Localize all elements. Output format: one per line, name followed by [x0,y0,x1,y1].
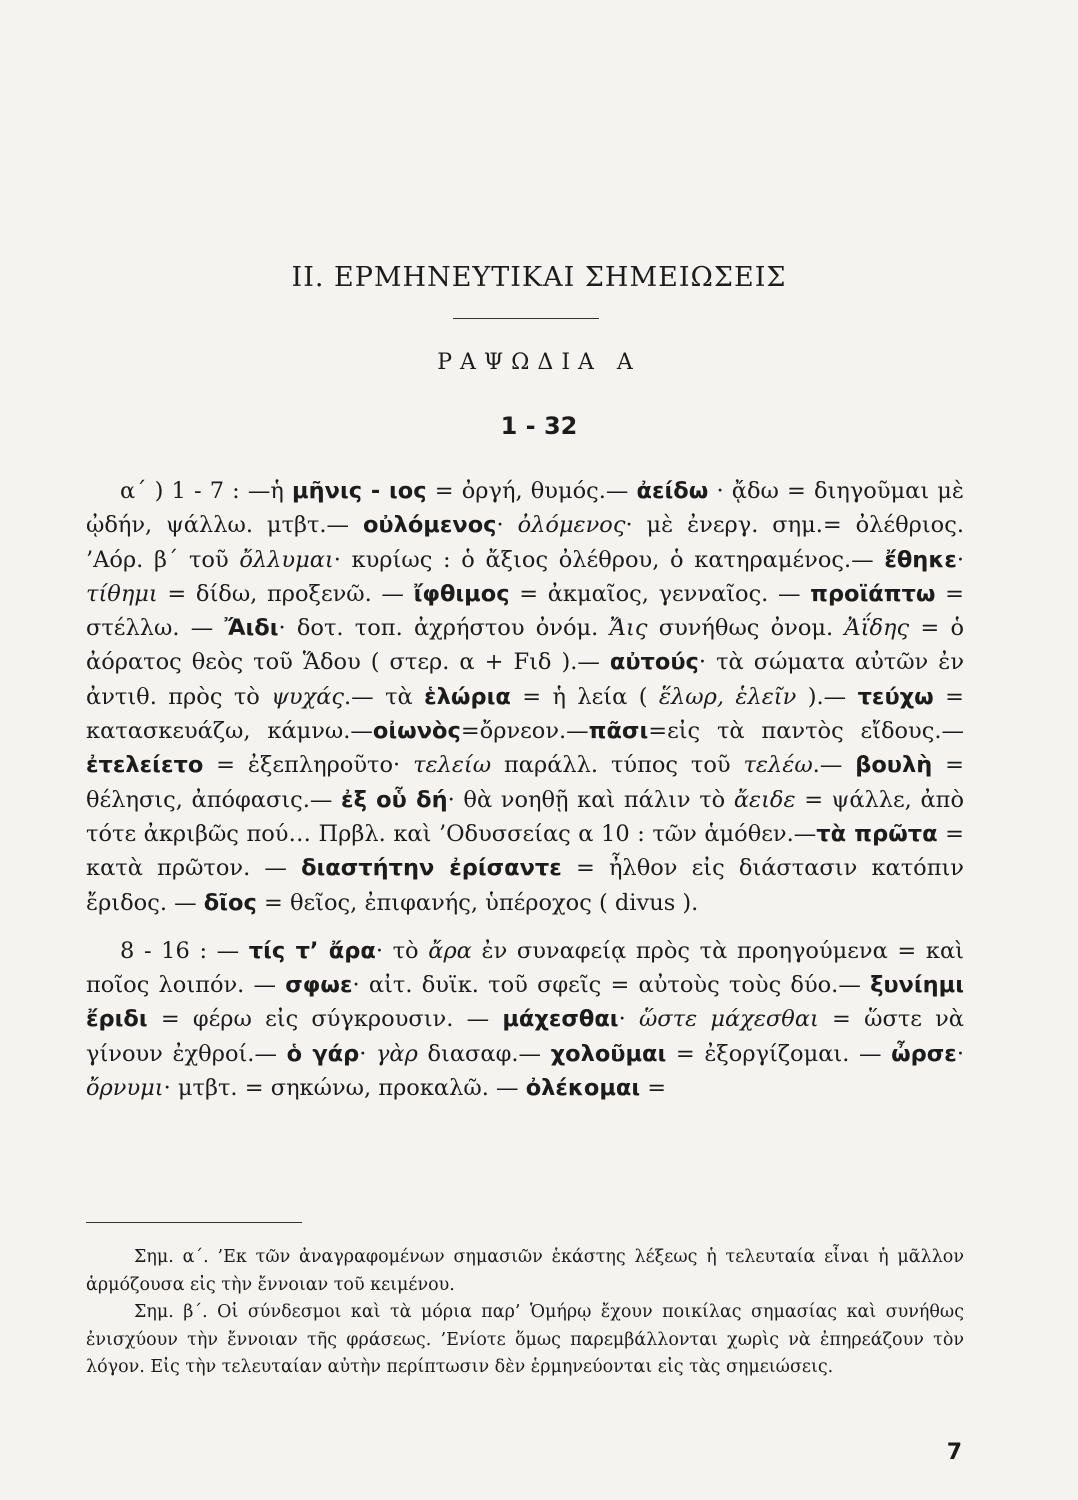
text-run: = [640,1075,667,1102]
text-run: = στέλλω. — [86,580,964,642]
lemma: ἑλώρια [424,683,511,710]
text-run: · τὰ σώματα αὐτῶν ἐν ἀντιθ. πρὸς τὸ [86,649,964,710]
text-run: παράλλ. τύπος τοῦ [491,752,744,779]
lemma: διαστήτην ἐρίσαντε [301,855,562,882]
lemma: Ἄιδι [224,615,279,642]
lemma: ξυνίημι ἔριδι [86,972,964,1033]
italic-form: Ἀΐδης [844,615,910,642]
lemma: δῖος [203,889,257,916]
lemma: μάχεσθαι [502,1006,619,1033]
page-number: 7 [946,1440,962,1465]
verse-range-heading: 1 - 32 [500,412,578,440]
text-run: =εἰς τὰ παντὸς εἴδους.— [648,718,964,745]
italic-form: ὥστε μάχεσθαι [638,1006,819,1033]
commentary-paragraph [86,474,964,920]
text-run: · [496,512,518,539]
text-run: διασαφ.— [417,1040,551,1067]
text-run: = ἡ λεία ( [510,683,659,710]
italic-form: τελείω [413,752,492,779]
italic-form: ἕλωρ, ἑλεῖν [658,683,797,710]
text-run: = ὀργή, θυμός.— [426,478,637,504]
lemma: ἔθηκε [884,546,957,573]
lemma: χολοῦμαι [550,1040,667,1067]
text-run: · μὲ ἐνεργ. σημ.= ὀλέθριος. ’Αόρ. β΄ τοῦ [86,512,964,573]
footnote-b: Σημ. β΄. Οἱ σύνδεσμοι καὶ τὰ μόρια παρ’ Ὁμήρῳ ἔχουν ποικίλας σημασίας καὶ συνήθως ἐνισχύουν τὴν ἔννοιαν τῆς φράσεως. ’Ενίοτε ὅμως παρεμβάλλονται χωρὶς νὰ ἐπηρεάζουν τὸν λόγον. Εἰς τὴν τελευταίαν αὐτὴν περίπτωσιν δὲν ἑρμηνεύονται εἰς τὰς σημειώσεις. [86,1302,964,1377]
lemma: μῆνις - ιος [292,478,427,504]
text-run: · [956,546,964,573]
text-run: συνήθως ὀνομ. [647,615,845,642]
italic-form: ὄρνυμι [86,1075,164,1102]
text-run: = ἐξοργίζομαι. — [666,1040,892,1067]
italic-form: Ἄις [609,615,648,642]
text-run: = δίδω, προξενῶ. — [157,580,414,607]
footnotes [86,1244,964,1382]
italic-form: γὰρ [375,1040,418,1067]
title-divider [453,318,599,319]
text-run: · αἰτ. δυϊκ. τοῦ σφεῖς = αὐτοὺς τοὺς δύο.— [352,972,871,999]
text-run: .— [812,752,856,779]
text-run: · [359,1040,376,1067]
text-run: = κατὰ πρῶτον. — [86,820,964,882]
lemma: προϊάπτω [810,580,936,607]
text-run: · ᾄδω = διηγοῦμαι μὲ ᾠδήν, ψάλλω. μτβτ.— [86,478,964,539]
text-run: = ἀκμαῖος, γενναῖος. — [509,580,811,607]
text-run: = ἐξεπληροῦτο· [203,752,414,779]
lemma: τίς τ’ ἄρα [248,937,376,964]
lemma: αὐτούς [609,649,699,676]
lemma: ὀλέκομαι [525,1075,641,1102]
lemma: ἐτελείετο [86,752,204,779]
commentary-body [86,474,964,1105]
italic-form: ἄειδε [733,786,796,813]
text-run: · θὰ νοηθῇ καὶ πάλιν τὸ [447,786,734,813]
italic-form: ψυχάς [271,683,345,710]
lemma: σφωε [285,972,353,999]
text-run: = ἦλθον εἰς διάστασιν κατόπιν ἔριδος. — [86,855,964,916]
text-run: ἐν συναφείᾳ πρὸς τὰ προηγούμενα = καὶ ποῖος λοιπόν. — [86,937,964,999]
lemma: ἴφθιμος [413,580,510,607]
text-run: · δοτ. τοπ. ἀχρήστου ὀνόμ. [278,615,610,642]
text-run: = ψάλλε, ἀπὸ τότε ἀκριβῶς πού… Πρβλ. καὶ ’Οδυσσείας α 10 : τῶν ἁμόθεν.— [86,786,964,847]
lemma: τεύχω [857,683,934,710]
italic-form: τίθημι [86,580,158,607]
text-run: = ὁ ἀόρατος θεὸς τοῦ Ἅδου ( στερ. α + Fιδ ).— [86,615,964,676]
lemma: ἐξ οὗ δή [341,786,448,813]
chapter-title: ΙΙ. ΕΡΜΗΝΕΥΤΙΚΑΙ ΣΗΜΕΙΩΣΕΙΣ [291,262,787,293]
text-run: = θεῖος, ἐπιφανής, ὑπέροχος ( divus ). [256,889,699,916]
text-run: · μτβτ. = σηκώνω, προκαλῶ. — [163,1075,526,1102]
text-run: = ὥστε νὰ γίνουν ἐχθροί.— [86,1006,965,1067]
text-run: ).— [796,683,858,710]
text-run: · τὸ [375,937,429,964]
text-run: =ὄρνεον.— [460,718,589,745]
lemma: οὐλόμενος [362,512,497,539]
italic-form: ἄρα [428,937,472,964]
book-title: ΡΑΨΩΔΙΑ Α [437,350,641,375]
lemma: ἀείδω [636,478,709,504]
italic-form: ὄλλυμαι [239,546,334,573]
text-run: .— τὰ [344,683,425,710]
lemma: τὰ πρῶτα [816,820,938,847]
lemma: πᾶσι [588,718,649,745]
italic-form: ὀλόμενος [517,512,626,539]
lemma: βουλὴ [855,752,933,779]
text-run: · [956,1040,964,1067]
italic-form: τελέω [743,752,813,779]
lemma: ὁ γάρ [286,1040,360,1067]
text-run: = φέρω εἰς σύγκρουσιν. — [147,1006,503,1033]
text-run: · κυρίως : ὁ ἄξιος ὀλέθρου, ὁ κατηραμένος.— [333,546,885,573]
footnote-a: Σημ. α΄. ’Εκ τῶν ἀναγραφομένων σημασιῶν ἑκάστης λέξεως ἡ τελευταία εἶναι ἡ μᾶλλον ἁρμόζουσα εἰς τὴν ἔννοιαν τοῦ κειμένου. [86,1247,964,1295]
text-run: α΄ ) 1 - 7 : —ἡ [120,478,293,504]
commentary-paragraph [86,934,964,1105]
text-run: = θέλησις, ἀπόφασις.— [86,752,964,813]
text-run: 8 - 16 : — [120,937,249,964]
text-run: = κατασκευάζω, κάμνω.— [86,683,965,745]
text-run: · [618,1006,639,1033]
lemma: ὦρσε [891,1040,957,1067]
lemma: οἰωνὸς [372,718,461,745]
footnote-divider [86,1222,302,1223]
